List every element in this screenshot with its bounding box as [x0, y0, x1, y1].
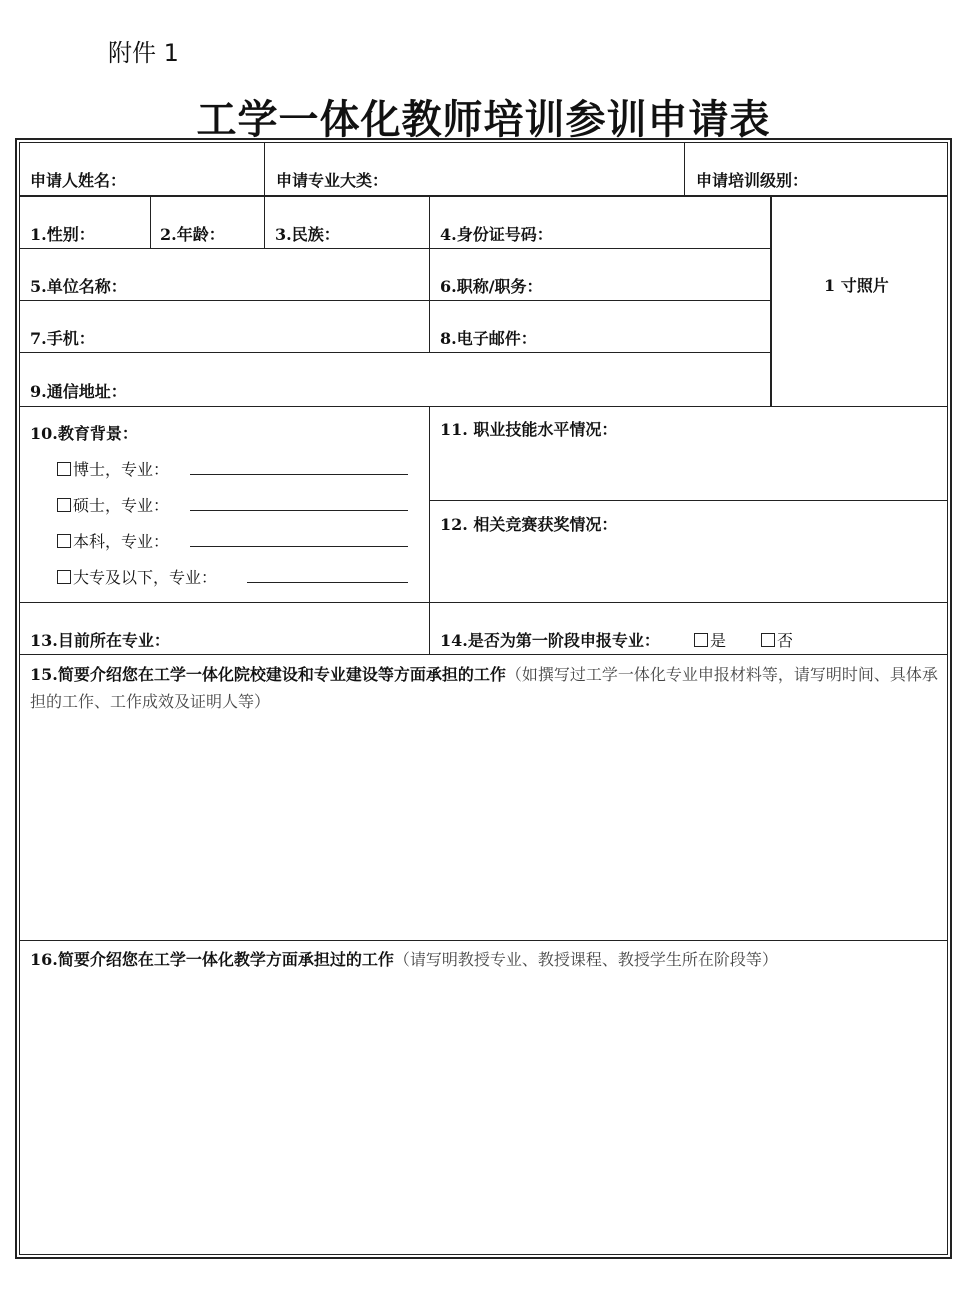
education-label: 10.教育背景： — [30, 424, 138, 443]
checkbox-icon[interactable] — [57, 462, 71, 476]
divider-col-e — [429, 195, 430, 352]
divider-col-b — [684, 142, 685, 195]
checkbox-icon[interactable] — [761, 633, 775, 647]
gender-label: 1.性别： — [30, 225, 95, 244]
divider-row3 — [19, 300, 770, 301]
photo-placeholder: 1 寸照片 — [824, 276, 889, 295]
question-16 — [30, 946, 940, 973]
email-label: 8.电子邮件： — [440, 329, 537, 348]
first-stage-no[interactable]: 否 — [761, 628, 793, 651]
divider-row4 — [19, 352, 770, 353]
divider-col-d — [264, 195, 265, 248]
checkbox-icon[interactable] — [57, 534, 71, 548]
applicant-name-label: 申请人姓名： — [30, 171, 127, 190]
phone-label: 7.手机： — [30, 329, 95, 348]
major-category-label: 申请专业大类： — [276, 171, 389, 190]
ethnicity-label: 3.民族： — [275, 225, 340, 244]
question-16-hint: （请写明教授专业、教授课程、教授学生所在阶段等） — [393, 950, 778, 969]
divider-row8 — [19, 654, 948, 655]
education-option-master[interactable]: 硕士，专业： — [57, 493, 169, 516]
question-15 — [30, 661, 940, 715]
master-major-line[interactable] — [190, 510, 408, 511]
first-stage-label: 14.是否为第一阶段申报专业： — [440, 631, 660, 650]
unit-name-label: 5.单位名称： — [30, 277, 127, 296]
question-15-label: 15.简要介绍您在工学一体化院校建设和专业建设等方面承担的工作 — [30, 665, 506, 684]
education-option-phd[interactable]: 博士，专业： — [57, 457, 169, 480]
divider-row6 — [429, 500, 948, 501]
divider-row2 — [19, 248, 770, 249]
college-major-line[interactable] — [247, 582, 408, 583]
question-15-hint: （如撰写过工学一体化专业申报材料等，请写明时间、具体承担的工作、工作成效及证明人等） — [30, 665, 938, 711]
divider-row9 — [19, 940, 948, 941]
divider-col-a — [264, 142, 265, 195]
training-level-label: 申请培训级别： — [696, 171, 809, 190]
bachelor-major-line[interactable] — [190, 546, 408, 547]
divider-row5 — [19, 406, 948, 407]
form-title: 工学一体化教师培训参训申请表 — [196, 96, 771, 143]
education-option-college[interactable]: 大专及以下，专业： — [57, 565, 217, 588]
awards-label: 12. 相关竞赛获奖情况： — [440, 515, 618, 534]
education-option-bachelor[interactable]: 本科，专业： — [57, 529, 169, 552]
attachment-label: 附件 1 — [108, 39, 179, 67]
question-16-label: 16.简要介绍您在工学一体化教学方面承担过的工作 — [30, 950, 394, 969]
checkbox-icon[interactable] — [57, 498, 71, 512]
id-number-label: 4.身份证号码： — [440, 225, 553, 244]
checkbox-icon[interactable] — [57, 570, 71, 584]
divider-row1 — [19, 195, 948, 197]
divider-col-photo — [770, 195, 772, 406]
current-major-label: 13.目前所在专业： — [30, 631, 170, 650]
divider-col-c — [150, 195, 151, 248]
divider-col-f — [429, 406, 430, 654]
address-label: 9.通信地址： — [30, 382, 127, 401]
phd-major-line[interactable] — [190, 474, 408, 475]
age-label: 2.年龄： — [160, 225, 225, 244]
divider-row7 — [19, 602, 948, 603]
checkbox-icon[interactable] — [694, 633, 708, 647]
skill-level-label: 11. 职业技能水平情况： — [440, 420, 618, 439]
title-position-label: 6.职称/职务： — [440, 277, 543, 296]
first-stage-yes[interactable]: 是 — [694, 628, 726, 651]
